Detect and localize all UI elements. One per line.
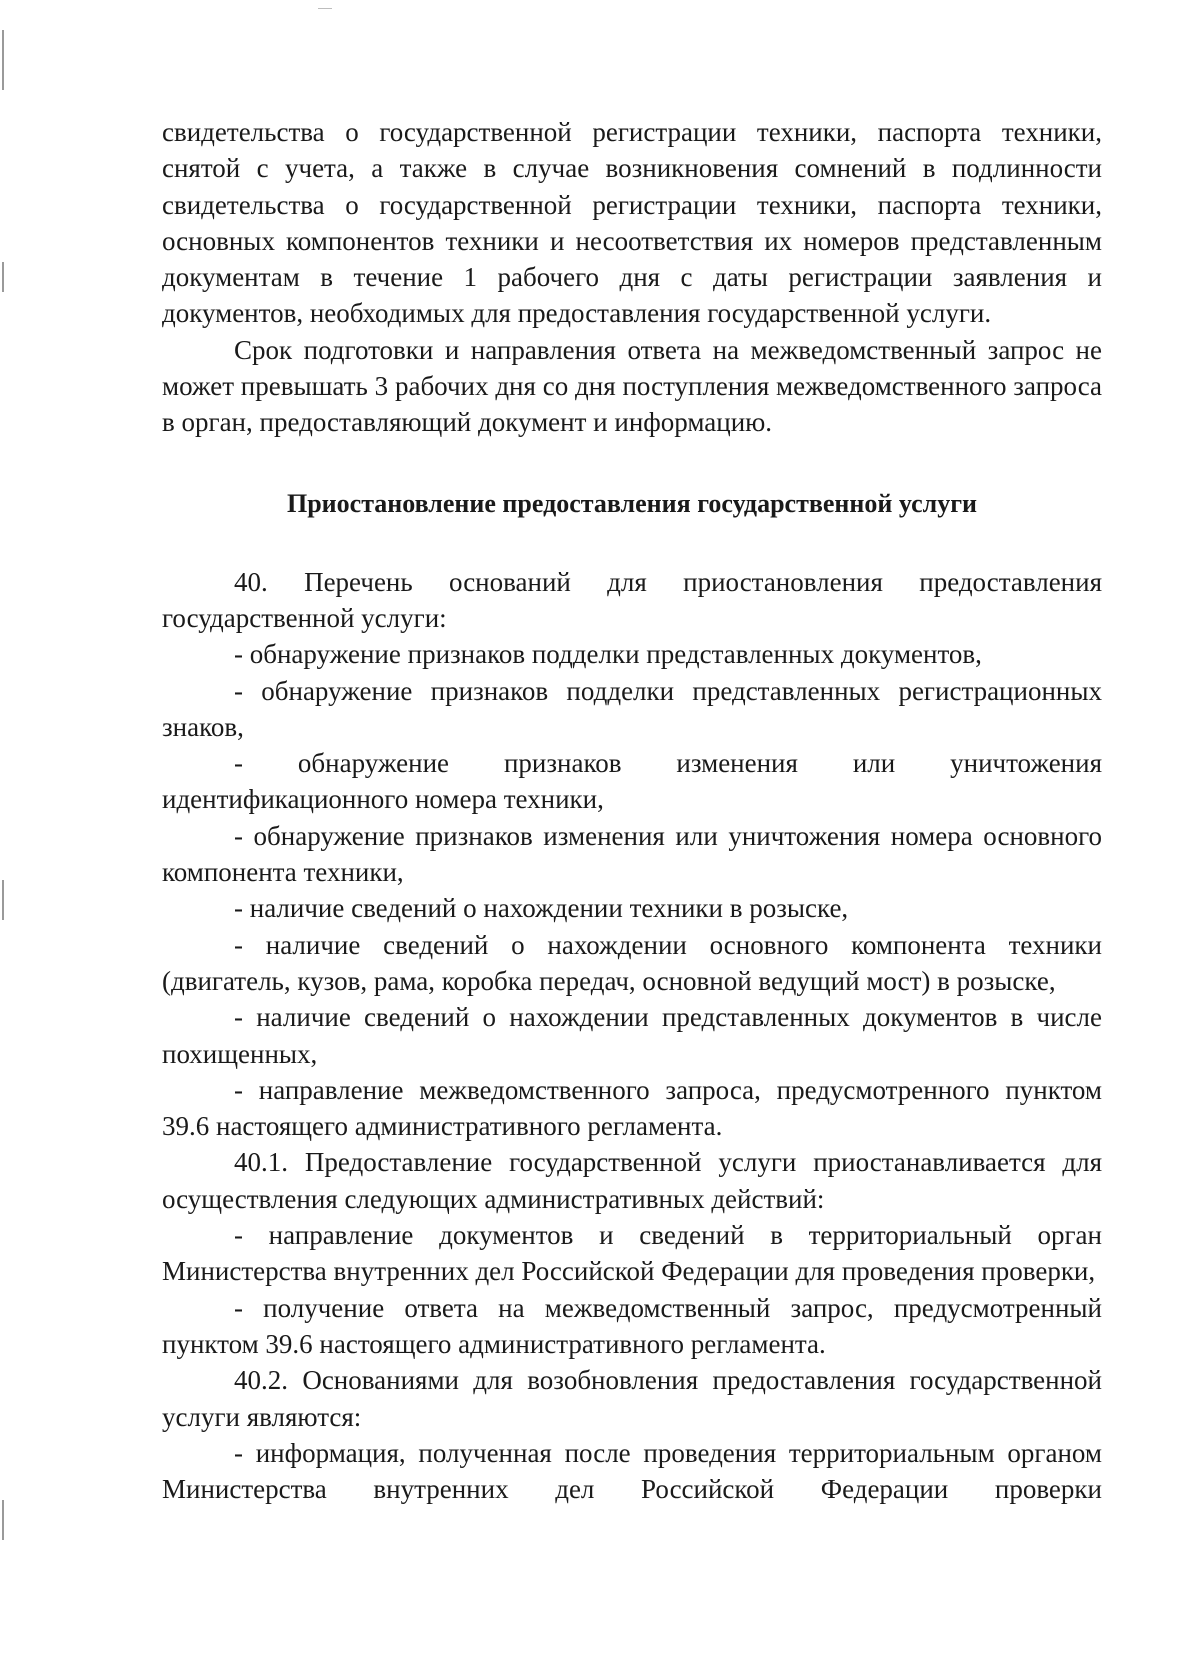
section-heading: Приостановление предоставления государственной услуги xyxy=(286,488,977,518)
clause-40: 40. Перечень оснований для приостановления предоставления государственной услуги: xyxy=(162,566,1102,633)
clause-40-item: - обнаружение признаков изменения или уничтожения номера основного компонента техники, xyxy=(162,820,1102,888)
scan-top-mark xyxy=(318,8,332,9)
clause-40-item: - обнаружение признаков подделки представленных регистрационных знаков, xyxy=(162,675,1102,742)
document-body xyxy=(162,114,1102,1507)
scan-edge-mark xyxy=(2,30,4,90)
clause-40-2-item: - информация, полученная после проведения территориальным органом Министерства внутренних дел Российской Федерации проверки xyxy=(162,1437,1102,1505)
clause-40-1-item: - получение ответа на межведомственный запрос, предусмотренный пунктом 39.6 настоящего административного регламента. xyxy=(162,1292,1102,1359)
term-paragraph: Срок подготовки и направления ответа на межведомственный запрос не может превышать 3 рабочих дня со дня поступления межведомственного запроса в орган, предоставляющий документ и информацию. xyxy=(162,334,1102,438)
clause-40-item: - обнаружение признаков подделки представленных документов, xyxy=(234,639,982,670)
clause-40-1-item: - направление документов и сведений в территориальный орган Министерства внутренних дел Российской Федерации для проведения проверки, xyxy=(162,1220,1102,1287)
clause-40-item: - наличие сведений о нахождении представленных документов в числе похищенных, xyxy=(162,1002,1102,1069)
clause-40-1: 40.1. Предоставление государственной услуги приостанавливается для осуществления следующих административных действий: xyxy=(162,1147,1102,1214)
scan-edge-mark xyxy=(2,1500,4,1540)
clause-40-item: - наличие сведений о нахождении основного компонента техники (двигатель, кузов, рама, коробка передач, основной ведущий мост) в розыске, xyxy=(162,929,1102,996)
clause-40-2: 40.2. Основаниями для возобновления предоставления государственной услуги являются: xyxy=(162,1365,1102,1432)
clause-40-item: - обнаружение признаков изменения или уничтожения идентификационного номера техники, xyxy=(162,748,1102,815)
clause-40-item: - направление межведомственного запроса, предусмотренного пунктом 39.6 настоящего административного регламента. xyxy=(162,1074,1102,1142)
scan-edge-mark xyxy=(2,262,4,292)
intro-paragraph: свидетельства о государственной регистрации техники, паспорта техники, снятой с учета, а также в случае возникновения сомнений в подлинности свидетельства о государственной регистрации техники, паспорта техники, основных компонентов техники и несоответствия их номеров представленным документам в течение 1 рабочего дня с даты регистрации заявления и документов, необходимых для предоставления государственной услуги. xyxy=(162,117,1102,329)
clause-40-item: - наличие сведений о нахождении техники в розыске, xyxy=(234,893,849,924)
scan-edge-mark xyxy=(2,880,4,920)
